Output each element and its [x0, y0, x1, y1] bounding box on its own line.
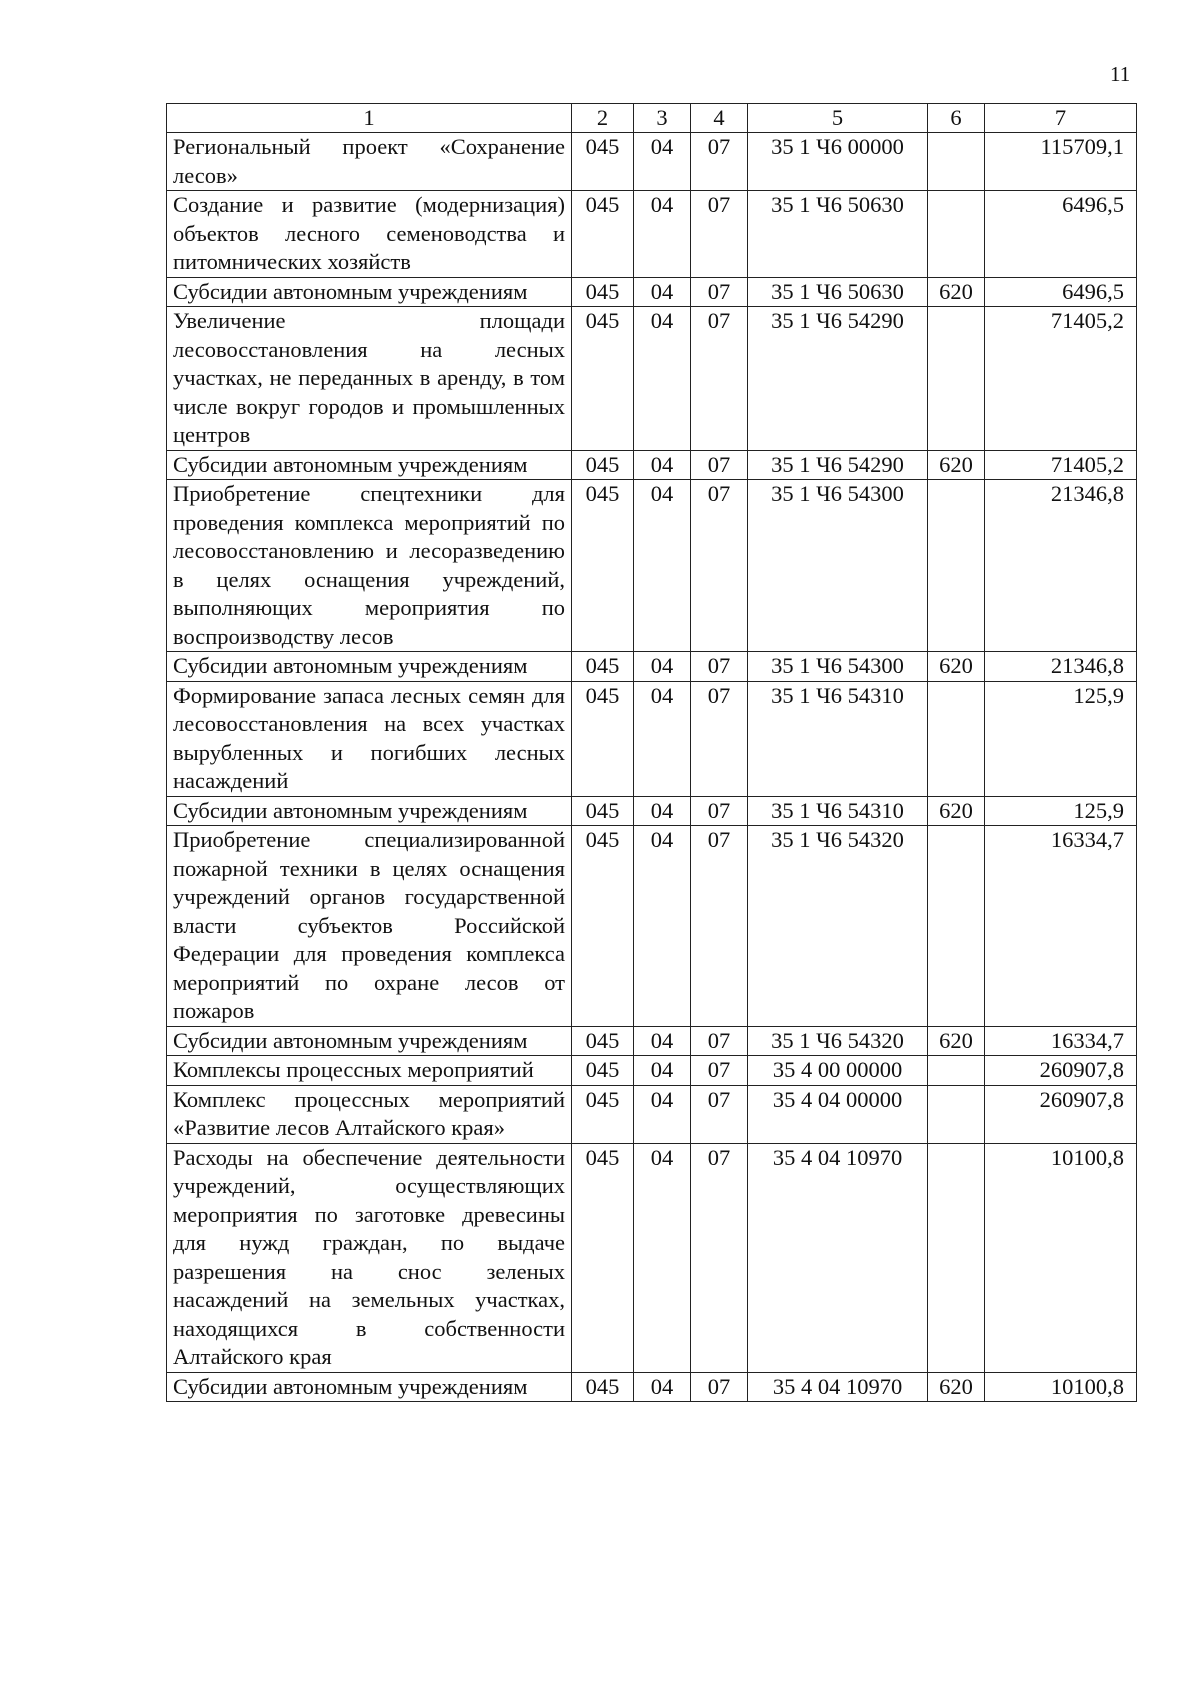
amount-cell: 16334,7 [985, 826, 1137, 1027]
target-article-cell: 35 1 Ч6 54300 [748, 652, 928, 682]
target-article-cell: 35 4 04 00000 [748, 1085, 928, 1143]
expense-type-cell [928, 191, 985, 278]
subsection-code-cell: 07 [691, 796, 748, 826]
table-row [167, 681, 1137, 796]
section-code-cell: 04 [634, 307, 691, 451]
subsection-code-cell: 07 [691, 652, 748, 682]
table-row [167, 480, 1137, 652]
amount-cell: 115709,1 [985, 133, 1137, 191]
expense-name-cell: Субсидии автономным учреждениям [167, 450, 572, 480]
expense-name-cell: Субсидии автономным учреждениям [167, 277, 572, 307]
subsection-code-cell: 07 [691, 1372, 748, 1402]
expense-type-cell [928, 133, 985, 191]
amount-cell: 71405,2 [985, 450, 1137, 480]
expense-type-cell: 620 [928, 796, 985, 826]
expense-name-cell: Создание и развитие (модернизация) объектов лесного семеноводства и питомнических хозяйств [167, 191, 572, 278]
header-cell: 7 [985, 104, 1137, 133]
target-article-cell: 35 1 Ч6 54290 [748, 450, 928, 480]
subsection-code-cell: 07 [691, 277, 748, 307]
target-article-cell: 35 1 Ч6 54320 [748, 826, 928, 1027]
target-article-cell: 35 1 Ч6 54300 [748, 480, 928, 652]
subsection-code-cell: 07 [691, 133, 748, 191]
subsection-code-cell: 07 [691, 450, 748, 480]
header-cell: 5 [748, 104, 928, 133]
header-cell: 6 [928, 104, 985, 133]
amount-cell: 21346,8 [985, 652, 1137, 682]
subsection-code-cell: 07 [691, 480, 748, 652]
expense-type-cell [928, 480, 985, 652]
section-code-cell: 04 [634, 1056, 691, 1086]
expense-type-cell: 620 [928, 277, 985, 307]
table-row [167, 307, 1137, 451]
expense-type-cell [928, 1143, 985, 1372]
header-cell: 1 [167, 104, 572, 133]
amount-cell: 10100,8 [985, 1372, 1137, 1402]
subsection-code-cell: 07 [691, 826, 748, 1027]
expense-name-cell: Расходы на обеспечение деятельности учреждений, осуществляющих мероприятия по заготовке древесины для нужд граждан, по выдаче разрешения на снос зеленых насаждений на земельных участках, находящихся в собственности Алтайского края [167, 1143, 572, 1372]
table-row [167, 1085, 1137, 1143]
amount-cell: 260907,8 [985, 1085, 1137, 1143]
table-row [167, 1056, 1137, 1086]
section-code-cell: 04 [634, 191, 691, 278]
table-row [167, 1143, 1137, 1372]
expense-name-cell: Субсидии автономным учреждениям [167, 652, 572, 682]
amount-cell: 6496,5 [985, 191, 1137, 278]
expense-type-cell [928, 826, 985, 1027]
amount-cell: 21346,8 [985, 480, 1137, 652]
section-code-cell: 04 [634, 277, 691, 307]
header-cell: 3 [634, 104, 691, 133]
ministry-code-cell: 045 [572, 307, 634, 451]
ministry-code-cell: 045 [572, 1143, 634, 1372]
section-code-cell: 04 [634, 1026, 691, 1056]
target-article-cell: 35 4 00 00000 [748, 1056, 928, 1086]
section-code-cell: 04 [634, 1143, 691, 1372]
target-article-cell: 35 1 Ч6 00000 [748, 133, 928, 191]
subsection-code-cell: 07 [691, 307, 748, 451]
table-row [167, 277, 1137, 307]
subsection-code-cell: 07 [691, 191, 748, 278]
ministry-code-cell: 045 [572, 652, 634, 682]
expense-name-cell: Формирование запаса лесных семян для лесовосстановления на всех участках вырубленных и погибших лесных насаждений [167, 681, 572, 796]
table-row [167, 652, 1137, 682]
page-number: 11 [1110, 62, 1131, 86]
subsection-code-cell: 07 [691, 1026, 748, 1056]
target-article-cell: 35 1 Ч6 54310 [748, 796, 928, 826]
section-code-cell: 04 [634, 480, 691, 652]
target-article-cell: 35 1 Ч6 50630 [748, 191, 928, 278]
target-article-cell: 35 1 Ч6 54320 [748, 1026, 928, 1056]
ministry-code-cell: 045 [572, 826, 634, 1027]
target-article-cell: 35 1 Ч6 54310 [748, 681, 928, 796]
header-cell: 2 [572, 104, 634, 133]
ministry-code-cell: 045 [572, 1372, 634, 1402]
table-row [167, 450, 1137, 480]
section-code-cell: 04 [634, 652, 691, 682]
expense-type-cell: 620 [928, 450, 985, 480]
section-code-cell: 04 [634, 681, 691, 796]
subsection-code-cell: 07 [691, 1085, 748, 1143]
expense-type-cell: 620 [928, 652, 985, 682]
table-header-row [167, 104, 1137, 133]
table-row [167, 826, 1137, 1027]
ministry-code-cell: 045 [572, 480, 634, 652]
expense-name-cell: Комплексы процессных мероприятий [167, 1056, 572, 1086]
expense-name-cell: Приобретение специализированной пожарной техники в целях оснащения учреждений органов государственной власти субъектов Российской Федерации для проведения комплекса мероприятий по охране лесов от пожаров [167, 826, 572, 1027]
expense-type-cell [928, 1056, 985, 1086]
expense-type-cell: 620 [928, 1372, 985, 1402]
ministry-code-cell: 045 [572, 133, 634, 191]
section-code-cell: 04 [634, 133, 691, 191]
expense-name-cell: Комплекс процессных мероприятий «Развитие лесов Алтайского края» [167, 1085, 572, 1143]
table-row [167, 133, 1137, 191]
expense-name-cell: Приобретение спецтехники для проведения комплекса мероприятий по лесовосстановлению и лесоразведению в целях оснащения учреждений, выполняющих мероприятия по воспроизводству лесов [167, 480, 572, 652]
ministry-code-cell: 045 [572, 1085, 634, 1143]
expense-name-cell: Региональный проект «Сохранение лесов» [167, 133, 572, 191]
amount-cell: 125,9 [985, 681, 1137, 796]
expense-type-cell [928, 307, 985, 451]
subsection-code-cell: 07 [691, 681, 748, 796]
table-row [167, 1372, 1137, 1402]
expense-name-cell: Увеличение площади лесовосстановления на лесных участках, не переданных в аренду, в том числе вокруг городов и промышленных центров [167, 307, 572, 451]
expense-name-cell: Субсидии автономным учреждениям [167, 1372, 572, 1402]
ministry-code-cell: 045 [572, 796, 634, 826]
expense-name-cell: Субсидии автономным учреждениям [167, 1026, 572, 1056]
expense-type-cell [928, 681, 985, 796]
target-article-cell: 35 1 Ч6 54290 [748, 307, 928, 451]
section-code-cell: 04 [634, 1372, 691, 1402]
expense-type-cell [928, 1085, 985, 1143]
ministry-code-cell: 045 [572, 191, 634, 278]
target-article-cell: 35 1 Ч6 50630 [748, 277, 928, 307]
ministry-code-cell: 045 [572, 277, 634, 307]
section-code-cell: 04 [634, 1085, 691, 1143]
target-article-cell: 35 4 04 10970 [748, 1143, 928, 1372]
amount-cell: 16334,7 [985, 1026, 1137, 1056]
table-row [167, 191, 1137, 278]
amount-cell: 71405,2 [985, 307, 1137, 451]
ministry-code-cell: 045 [572, 1026, 634, 1056]
section-code-cell: 04 [634, 450, 691, 480]
amount-cell: 6496,5 [985, 277, 1137, 307]
table-row [167, 1026, 1137, 1056]
amount-cell: 260907,8 [985, 1056, 1137, 1086]
budget-table [166, 103, 1137, 1402]
section-code-cell: 04 [634, 826, 691, 1027]
subsection-code-cell: 07 [691, 1143, 748, 1372]
amount-cell: 125,9 [985, 796, 1137, 826]
header-cell: 4 [691, 104, 748, 133]
ministry-code-cell: 045 [572, 1056, 634, 1086]
expense-name-cell: Субсидии автономным учреждениям [167, 796, 572, 826]
subsection-code-cell: 07 [691, 1056, 748, 1086]
section-code-cell: 04 [634, 796, 691, 826]
expense-type-cell: 620 [928, 1026, 985, 1056]
ministry-code-cell: 045 [572, 681, 634, 796]
target-article-cell: 35 4 04 10970 [748, 1372, 928, 1402]
ministry-code-cell: 045 [572, 450, 634, 480]
table-row [167, 796, 1137, 826]
amount-cell: 10100,8 [985, 1143, 1137, 1372]
